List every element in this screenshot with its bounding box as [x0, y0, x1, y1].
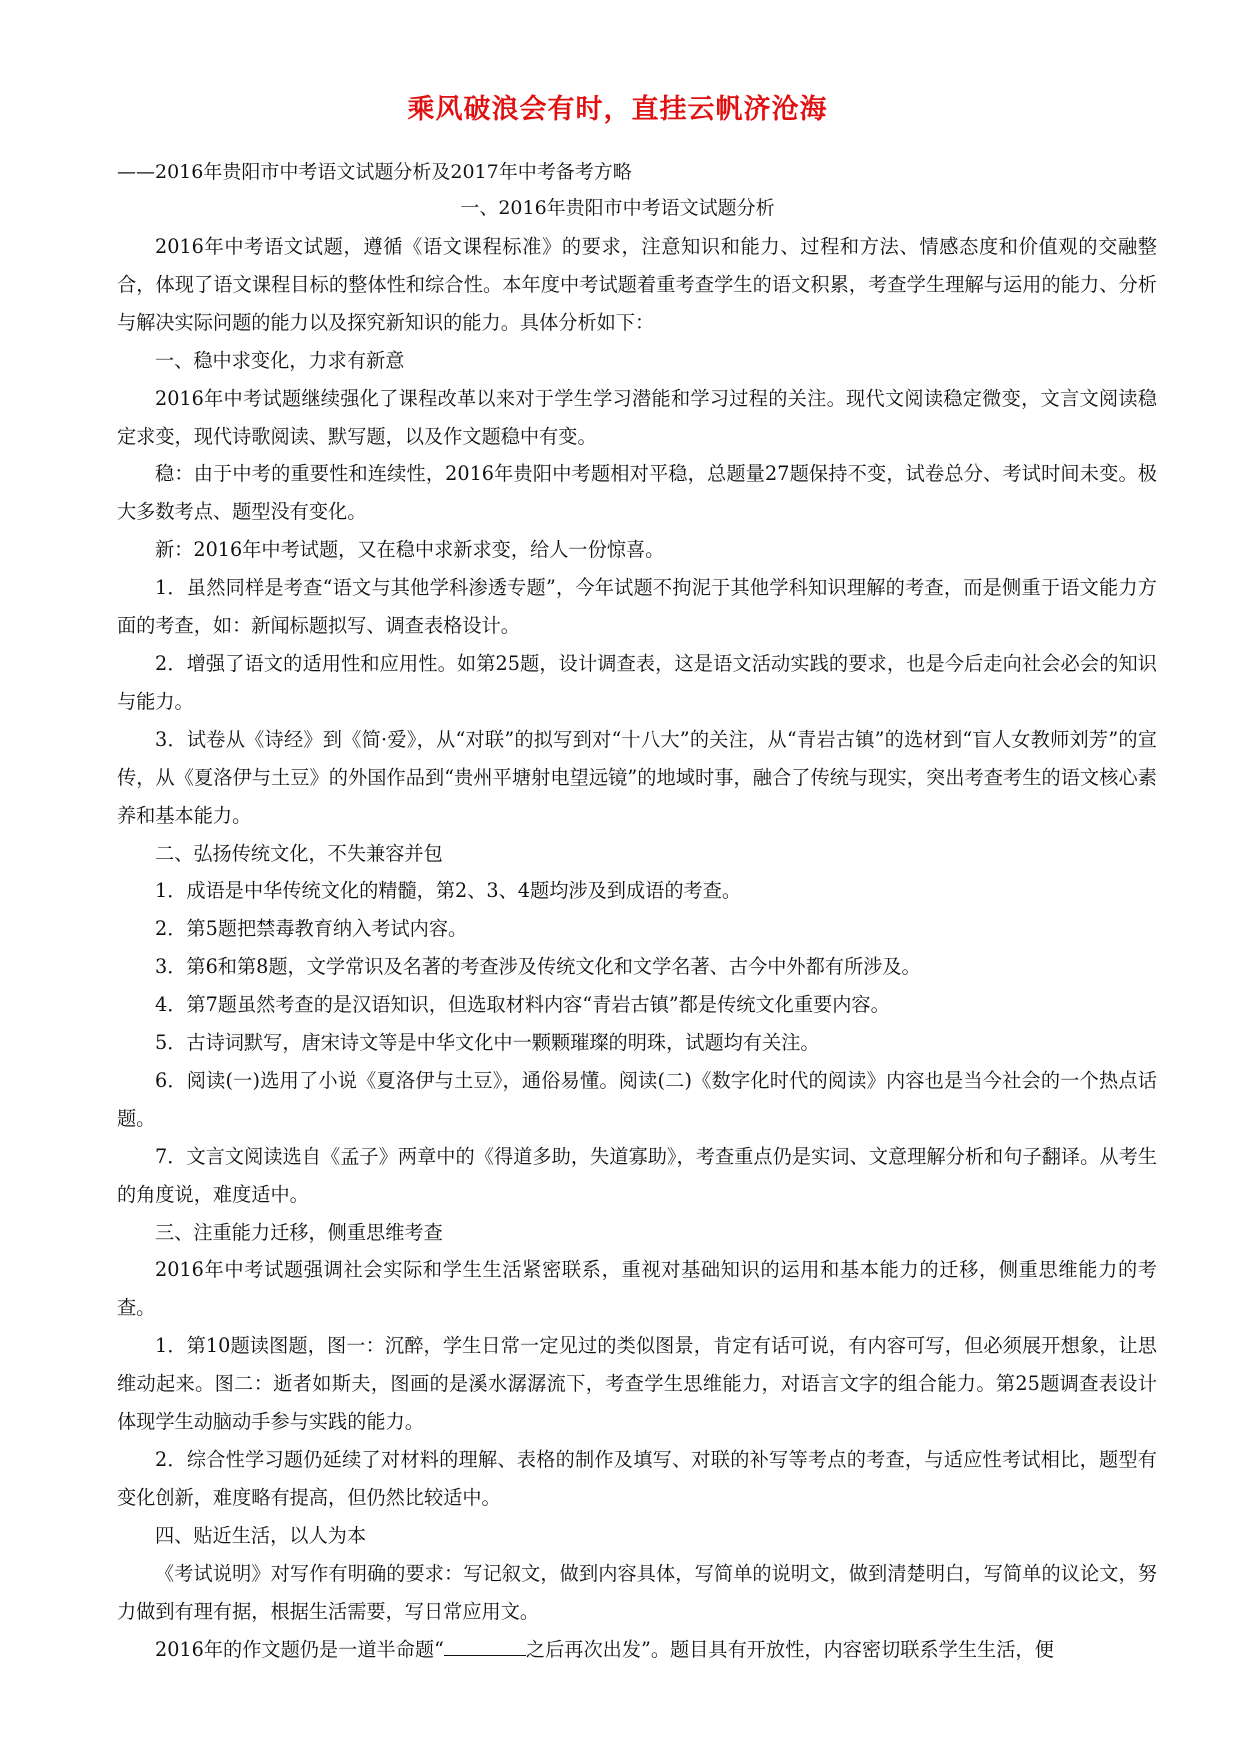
- paragraph: 3．试卷从《诗经》到《简·爱》，从“对联”的拟写到对“十八大”的关注，从“青岩古镇”的选材到“盲人女教师刘芳”的宣传，从《夏洛伊与土豆》的外国作品到“贵州平塘射电望远镜”的地域时事，融合了传统与现实，突出考查考生的语文核心素养和基本能力。: [117, 727, 1157, 827]
- document-subtitle: ——2016年贵阳市中考语文试题分析及2017年中考备考方略: [117, 161, 632, 183]
- paragraph: 2．第5题把禁毒教育纳入考试内容。: [155, 917, 468, 941]
- paragraph-text-after-blank: 之后再次出发”。题目具有开放性，内容密切联系学生生活，便: [525, 1637, 1054, 1661]
- paragraph: 3．第6和第8题，文学常识及名著的考查涉及传统文化和文学名著、古今中外都有所涉及。: [155, 955, 921, 979]
- paragraph-text-before-blank: 2016年的作文题仍是一道半命题“: [155, 1637, 444, 1661]
- paragraph: 7．文言文阅读选自《孟子》两章中的《得道多助，失道寡助》，考查重点仍是实词、文意理解分析和句子翻译。从考生的角度说，难度适中。: [117, 1144, 1157, 1206]
- paragraph: 三、注重能力迁移，侧重思维考查: [155, 1220, 443, 1244]
- fill-in-blank: [444, 1637, 526, 1656]
- paragraph: 新：2016年中考试题，又在稳中求新求变，给人一份惊喜。: [155, 538, 665, 562]
- paragraph: 2016年中考试题继续强化了课程改革以来对于学生学习潜能和学习过程的关注。现代文阅读稳定微变，文言文阅读稳定求变，现代诗歌阅读、默写题，以及作文题稳中有变。: [117, 386, 1157, 448]
- paragraph: 5．古诗词默写，唐宋诗文等是中华文化中一颗颗璀璨的明珠，试题均有关注。: [155, 1031, 820, 1055]
- paragraph: 1．虽然同样是考查“语文与其他学科渗透专题”，今年试题不拘泥于其他学科知识理解的考查，而是侧重于语文能力方面的考查，如：新闻标题拟写、调查表格设计。: [117, 576, 1157, 638]
- paragraph: 2016年中考语文试题，遵循《语文课程标准》的要求，注意知识和能力、过程和方法、情感态度和价值观的交融整合，体现了语文课程目标的整体性和综合性。本年度中考试题着重考查学生的语文积累，考查学生理解与运用的能力、分析与解决实际问题的能力以及探究新知识的能力。具体分析如下：: [117, 235, 1157, 334]
- paragraph: 6．阅读(一)选用了小说《夏洛伊与土豆》，通俗易懂。阅读(二)《数字化时代的阅读》内容也是当今社会的一个热点话题。: [117, 1068, 1157, 1130]
- paragraph: 2．综合性学习题仍延续了对材料的理解、表格的制作及填写、对联的补写等考点的考查，与适应性考试相比，题型有变化创新，难度略有提高，但仍然比较适中。: [117, 1448, 1157, 1509]
- document-body: [117, 228, 1157, 1668]
- document-title: 乘风破浪会有时，直挂云帆济沧海: [407, 94, 828, 125]
- paragraph: 四、贴近生活，以人为本: [155, 1523, 367, 1547]
- paragraph: 《考试说明》对写作有明确的要求：写记叙文，做到内容具体，写简单的说明文，做到清楚明白，写简单的议论文，努力做到有理有据，根据生活需要，写日常应用文。: [117, 1561, 1157, 1623]
- paragraph: 2016年中考试题强调社会实际和学生生活紧密联系，重视对基础知识的运用和基本能力的迁移，侧重思维能力的考查。: [117, 1258, 1157, 1320]
- paragraph: 稳：由于中考的重要性和连续性，2016年贵阳中考题相对平稳，总题量27题保持不变，试卷总分、考试时间未变。极大多数考点、题型没有变化。: [117, 462, 1157, 524]
- paragraph: 1．成语是中华传统文化的精髓，第2、3、4题均涉及到成语的考查。: [155, 879, 742, 903]
- paragraph: 2．增强了语文的适用性和应用性。如第25题，设计调查表，这是语文活动实践的要求，也是今后走向社会必会的知识与能力。: [117, 651, 1157, 713]
- paragraph-with-blank: [117, 1631, 1157, 1669]
- section-heading: 一、2016年贵阳市中考语文试题分析: [460, 197, 775, 219]
- paragraph: 二、弘扬传统文化，不失兼容并包: [155, 841, 443, 865]
- paragraph: 一、稳中求变化，力求有新意: [155, 348, 405, 372]
- paragraph: 4．第7题虽然考查的是汉语知识，但选取材料内容“青岩古镇”都是传统文化重要内容。: [155, 993, 890, 1017]
- paragraph: 1．第10题读图题，图一：沉醉，学生日常一定见过的类似图景，肯定有话可说，有内容可写，但必须展开想象，让思维动起来。图二：逝者如斯夫，图画的是溪水潺潺流下，考查学生思维能力，对语言文字的组合能力。第25题调查表设计体现学生动脑动手参与实践的能力。: [117, 1334, 1157, 1434]
